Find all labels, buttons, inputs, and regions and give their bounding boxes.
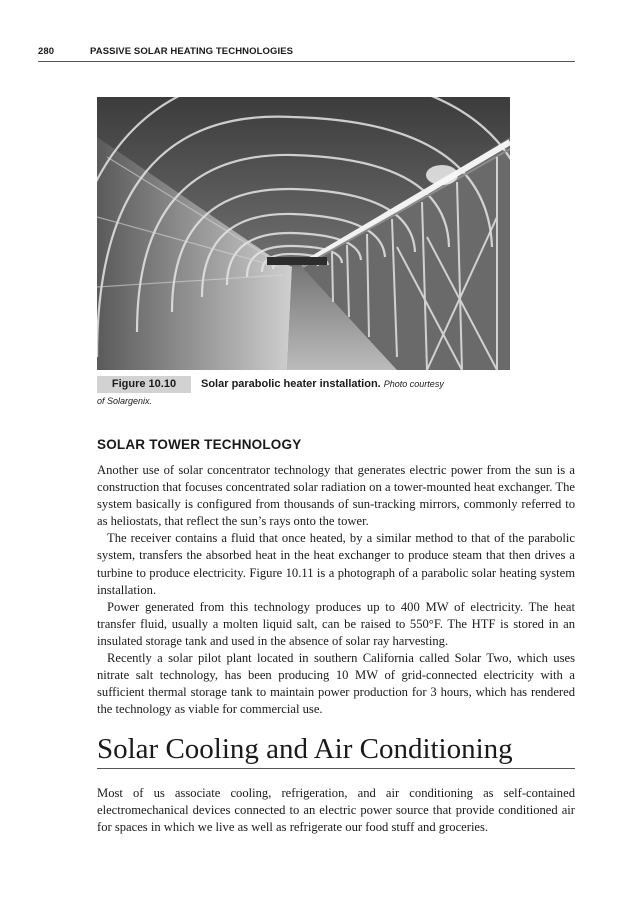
chapter-paragraph: Most of us associate cooling, refrigeration, and air conditioning as self-contained electromechanical devices connected to an electric power source that provide conditioned air for spaces in which we live as well as refrigerate our food stuff and groceries. — [97, 786, 575, 835]
section-body — [97, 462, 575, 718]
chapter-title: Solar Cooling and Air Conditioning — [97, 731, 575, 769]
paragraph-1: Another use of solar concentrator technology that generates electric power from the sun is a construction that focuses concentrated solar radiation on a tower-mounted heat exchanger. The system basically is configured from thousands of sun-tracking mirrors, commonly referred to as heliostats, that reflect the sun’s rays onto the tower. — [97, 463, 575, 529]
chapter-body — [97, 785, 575, 836]
figure-photo-parabolic-troughs — [97, 97, 510, 370]
figure-credit-part2: of Solargenix. — [97, 396, 153, 406]
page-number: 280 — [38, 46, 55, 57]
figure-label: Figure 10.10 — [97, 376, 191, 393]
paragraph-3: Power generated from this technology produces up to 400 MW of electricity. The heat transfer fluid, usually a molten liquid salt, can be raised to 550°F. The HTF is stored in an insulated storage tank and used in the absence of solar ray harvesting. — [97, 599, 575, 648]
paragraph-2: The receiver contains a fluid that once heated, by a similar method to that of the parabolic system, transfers the absorbed heat in the heat exchanger to produce steam that then drives a turbine to produce electricity. Figure 10.11 is a photograph of a parabolic solar heating system installation. — [97, 531, 575, 597]
paragraph-4: Recently a solar pilot plant located in southern California called Solar Two, which uses nitrate salt technology, has been producing 10 MW of grid-connected electricity with a sufficient thermal storage tank to maintain power production for 3 hours, which has rendered the technology as viable for commercial use. — [97, 651, 575, 717]
figure-title: Solar parabolic heater installation. — [201, 378, 381, 390]
section-heading: SOLAR TOWER TECHNOLOGY — [97, 437, 302, 452]
figure-credit-part1: Photo courtesy — [383, 379, 444, 389]
figure-caption — [97, 376, 517, 410]
running-header — [38, 46, 575, 62]
running-title: PASSIVE SOLAR HEATING TECHNOLOGIES — [90, 46, 294, 57]
